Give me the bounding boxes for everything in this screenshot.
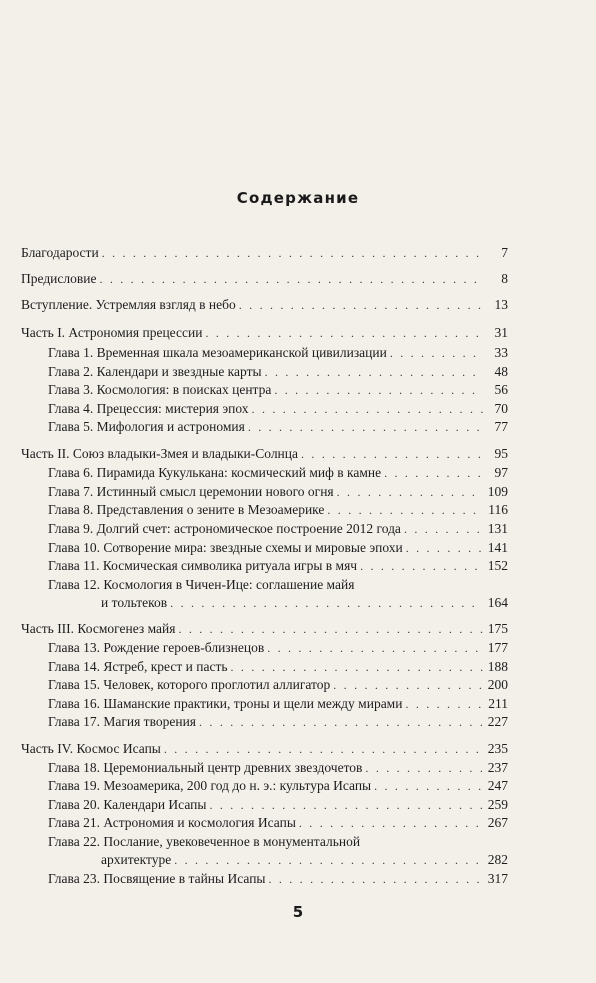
toc-entry-page: 267 (487, 815, 508, 830)
toc-chapter-continuation (101, 594, 508, 612)
toc-entry-label: Глава 13. Рождение героев-близнецов (48, 640, 265, 655)
toc-entry-label: Часть IV. Космос Исапы (21, 741, 161, 756)
toc-entry-label: Глава 23. Посвящение в тайны Исапы (48, 871, 266, 886)
leader-dots (102, 244, 483, 262)
toc-entry-label: Глава 21. Астрономия и космология Исапы (48, 815, 296, 830)
toc-entry-label: Глава 8. Представления о зените в Мезоамерике (48, 502, 325, 517)
toc-entry-label: Глава 4. Прецессия: мистерия эпох (48, 401, 249, 416)
toc-chapter (48, 713, 508, 731)
toc-entry-page: 13 (494, 297, 508, 312)
toc-entry-label: Часть I. Астрономия прецессии (21, 325, 203, 340)
toc-entry-label: Глава 3. Космология: в поисках центра (48, 382, 272, 397)
leader-dots (164, 740, 483, 758)
toc-entry-page: 227 (487, 714, 508, 729)
toc-chapter (48, 501, 508, 519)
leader-dots (209, 796, 483, 814)
toc-entry-label: Глава 11. Космическая символика ритуала игры в мяч (48, 558, 358, 573)
toc-entry-label: Глава 20. Календари Исапы (48, 797, 207, 812)
leader-dots (384, 464, 483, 482)
toc-chapter (48, 418, 508, 436)
toc-entry-page: 282 (487, 852, 508, 867)
toc-entry-page: 177 (487, 640, 508, 655)
toc-entry-page: 247 (487, 778, 508, 793)
toc-entry-page: 200 (487, 677, 508, 692)
leader-dots (337, 483, 483, 501)
toc-chapter (48, 344, 508, 362)
leader-dots (252, 400, 483, 418)
toc-entry-label: Глава 17. Магия творения (48, 714, 197, 729)
toc-entry-page: 48 (494, 364, 508, 379)
toc-chapter (48, 639, 508, 657)
toc-entry-page: 33 (494, 345, 508, 360)
toc-entry-label: Глава 18. Церемониальный центр древних звездочетов (48, 760, 363, 775)
toc-entry-page: 95 (494, 446, 508, 461)
toc-chapter (48, 777, 508, 795)
toc-entry-label: Глава 22. Послание, увековеченное в монументальной (48, 834, 361, 849)
toc-entry-label: и тольтеков (101, 595, 168, 610)
toc-part (21, 445, 508, 463)
toc-part (21, 740, 508, 758)
leader-dots (405, 695, 483, 713)
leader-dots (268, 870, 483, 888)
toc-entry-page: 317 (487, 871, 508, 886)
leader-dots (231, 658, 483, 676)
leader-dots (404, 520, 483, 538)
toc-entry-page: 97 (494, 465, 508, 480)
toc-entry-label: Глава 9. Долгий счет: астрономическое построение 2012 года (48, 521, 401, 536)
toc-chapter (48, 520, 508, 538)
toc-entry-label: Глава 1. Временная шкала мезоамериканской цивилизации (48, 345, 387, 360)
toc-entry-page: 211 (488, 696, 508, 711)
leader-dots (360, 557, 483, 575)
toc-chapter (48, 833, 508, 851)
toc-entry-page: 109 (487, 484, 508, 499)
leader-dots (199, 713, 483, 731)
toc-entry-label: Глава 15. Человек, которого проглотил аллигатор (48, 677, 331, 692)
toc-entry-page: 141 (487, 540, 508, 555)
toc-chapter (48, 695, 508, 713)
toc-chapter (48, 557, 508, 575)
toc-entry-page: 175 (487, 621, 508, 636)
toc-entry-label: Часть III. Космогенез майя (21, 621, 176, 636)
toc-entry-page: 235 (487, 741, 508, 756)
toc-entry-page: 7 (501, 245, 508, 260)
toc-entry-label: архитектуре (101, 852, 172, 867)
toc-entry-label: Часть II. Союз владыки-Змея и владыки-Солнца (21, 446, 299, 461)
toc-entry-label: Глава 12. Космология в Чичен-Ице: соглашение майя (48, 577, 355, 592)
toc-chapter (48, 814, 508, 832)
toc-chapter (48, 576, 508, 594)
toc-entry-page: 8 (501, 271, 508, 286)
toc-entry-label: Вступление. Устремляя взгляд в небо (21, 297, 236, 312)
toc-chapter (48, 658, 508, 676)
toc-entry-page: 131 (487, 521, 508, 536)
toc-entry-page: 259 (487, 797, 508, 812)
leader-dots (248, 418, 483, 436)
toc-entry-page: 164 (487, 595, 508, 610)
toc-entry-page: 70 (494, 401, 508, 416)
leader-dots (239, 296, 483, 314)
toc-entry-label: Глава 7. Истинный смысл церемонии нового огня (48, 484, 334, 499)
toc-chapter (48, 464, 508, 482)
toc-entry-page: 56 (494, 382, 508, 397)
leader-dots (99, 270, 483, 288)
leader-dots (178, 620, 483, 638)
toc-entry-page: 77 (494, 419, 508, 434)
toc-chapter (48, 796, 508, 814)
page-number: 5 (292, 903, 304, 921)
leader-dots (174, 851, 483, 869)
leader-dots (406, 539, 483, 557)
leader-dots (327, 501, 483, 519)
toc-chapter-continuation (101, 851, 508, 869)
toc-entry-label: Глава 19. Мезоамерика, 200 год до н. э.: культура Исапы (48, 778, 372, 793)
toc-entry-label: Предисловие (21, 271, 97, 286)
toc-part (21, 620, 508, 638)
leader-dots (374, 777, 483, 795)
toc-chapter (48, 381, 508, 399)
toc-chapter (48, 483, 508, 501)
toc-entry-label: Благодарости (21, 245, 99, 260)
toc-entry (21, 270, 508, 288)
leader-dots (205, 324, 483, 342)
leader-dots (333, 676, 483, 694)
toc-entry-label: Глава 14. Ястреб, крест и пасть (48, 659, 228, 674)
toc-chapter (48, 539, 508, 557)
leader-dots (390, 344, 483, 362)
toc-entry-page: 31 (494, 325, 508, 340)
toc-entry-label: Глава 10. Сотворение мира: звездные схемы и мировые эпохи (48, 540, 403, 555)
leader-dots (170, 594, 483, 612)
toc-entry-page: 152 (487, 558, 508, 573)
toc-entry-label: Глава 5. Мифология и астрономия (48, 419, 245, 434)
toc-entry (21, 244, 508, 262)
toc-chapter (48, 759, 508, 777)
toc-entry (21, 296, 508, 314)
leader-dots (265, 363, 483, 381)
toc-chapter (48, 363, 508, 381)
toc-entry-page: 188 (487, 659, 508, 674)
toc-entry-label: Глава 16. Шаманские практики, троны и щели между мирами (48, 696, 403, 711)
leader-dots (267, 639, 483, 657)
toc-entry-label: Глава 2. Календари и звездные карты (48, 364, 262, 379)
toc-entry-page: 116 (488, 502, 508, 517)
toc-entry-label: Глава 6. Пирамида Кукулькана: космический миф в камне (48, 465, 382, 480)
toc-chapter (48, 676, 508, 694)
toc-entry-page: 237 (487, 760, 508, 775)
leader-dots (301, 445, 483, 463)
leader-dots (365, 759, 483, 777)
toc-title: Содержание (236, 189, 360, 207)
toc-chapter (48, 870, 508, 888)
toc-part (21, 324, 508, 342)
leader-dots (299, 814, 483, 832)
toc-chapter (48, 400, 508, 418)
leader-dots (274, 381, 483, 399)
